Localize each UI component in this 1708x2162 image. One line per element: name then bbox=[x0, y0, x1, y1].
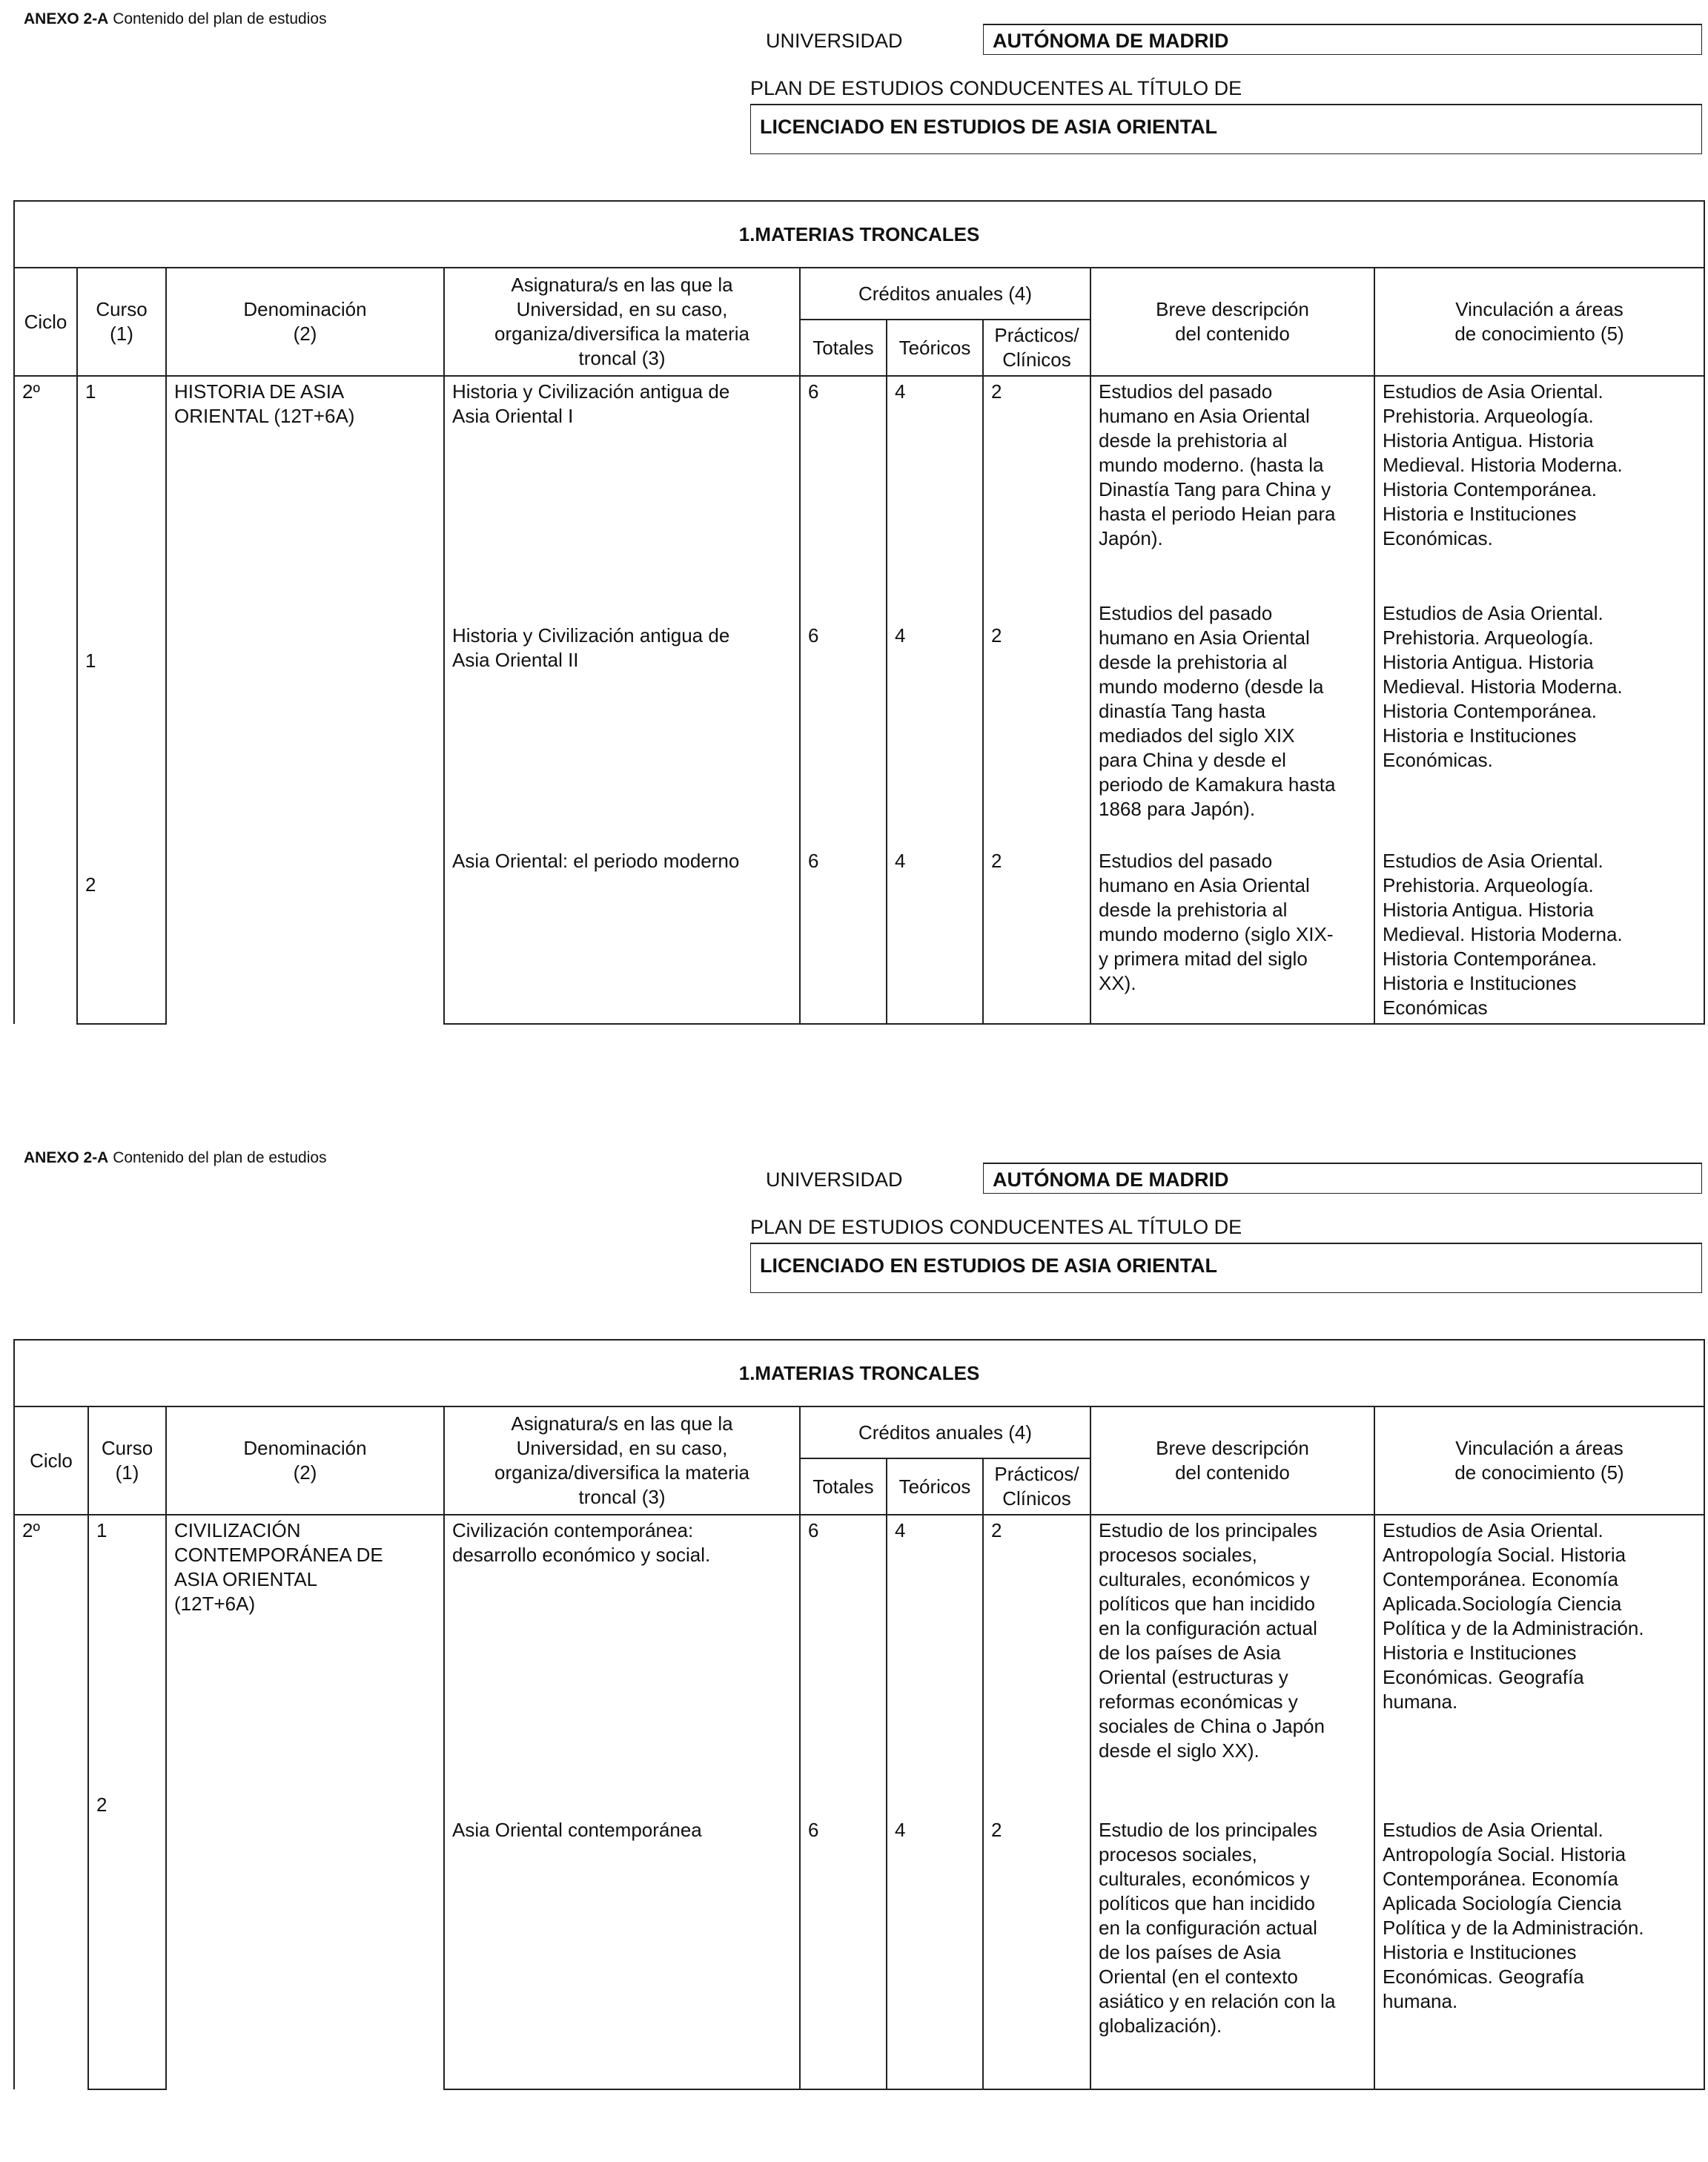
document-page-1 bbox=[0, 0, 1708, 1023]
asignatura-cell: Asia Oriental contemporánea bbox=[444, 1793, 800, 2089]
vinculacion-cell: Estudios de Asia Oriental. Prehistoria. Arqueología. Historia Antigua. Historia Medieval. Historia Moderna. Historia Contemporánea. Historia e Instituciones Económicas. bbox=[1374, 376, 1704, 598]
descripcion-cell: Estudios del pasado humano en Asia Oriental desde la prehistoria al mundo moderno (siglo XIX- y primera mitad del siglo XX). bbox=[1090, 846, 1374, 1024]
practicos-cell: 2 bbox=[983, 376, 1090, 598]
annex-number: ANEXO 2-A bbox=[24, 1149, 109, 1166]
totales-cell: 6 bbox=[800, 1793, 887, 2089]
header-totales: Totales bbox=[800, 320, 887, 376]
asignatura-cell: Civilización contemporánea: desarrollo económico y social. bbox=[444, 1515, 800, 1793]
annex-description: Contenido del plan de estudios bbox=[113, 10, 327, 27]
asignatura-cell: Asia Oriental: el periodo moderno bbox=[444, 846, 800, 1024]
teoricos-cell: 4 bbox=[887, 1515, 983, 1793]
header-creditos: Créditos anuales (4) bbox=[800, 268, 1090, 320]
degree-title-box: LICENCIADO EN ESTUDIOS DE ASIA ORIENTAL bbox=[750, 1243, 1702, 1293]
annex-heading bbox=[24, 1149, 327, 1167]
header-vinculacion: Vinculación a áreas de conocimiento (5) bbox=[1374, 1406, 1704, 1515]
vinculacion-cell: Estudios de Asia Oriental. Antropología Social. Historia Contemporánea. Economía Aplicada Sociología Ciencia Política y de la Administración. Historia e Instituciones Económicas. Geografía humana. bbox=[1374, 1793, 1704, 2089]
descripcion-cell: Estudio de los principales procesos sociales, culturales, económicos y políticos que han incidido en la configuración actual de los países de Asia Oriental (estructuras y reformas económicas y sociales de China o Japón desde el siglo XX). bbox=[1090, 1515, 1374, 1793]
document-page-2 bbox=[0, 1139, 1708, 2162]
teoricos-cell: 4 bbox=[887, 846, 983, 1024]
annex-heading bbox=[24, 10, 327, 28]
totales-cell: 6 bbox=[800, 376, 887, 598]
teoricos-cell: 4 bbox=[887, 376, 983, 598]
subjects-table bbox=[13, 200, 1705, 1025]
header-teoricos: Teóricos bbox=[887, 1458, 983, 1515]
header-practicos: Prácticos/ Clínicos bbox=[983, 1458, 1090, 1515]
header-ciclo: Ciclo bbox=[14, 1406, 88, 1515]
vinculacion-cell: Estudios de Asia Oriental. Prehistoria. Arqueología. Historia Antigua. Historia Medieval. Historia Moderna. Historia Contemporánea. Historia e Instituciones Económicas bbox=[1374, 846, 1704, 1024]
header-asignatura: Asignatura/s en las que la Universidad, en su caso, organiza/diversifica la materia troncal (3) bbox=[444, 1406, 800, 1515]
header-curso: Curso (1) bbox=[77, 268, 166, 376]
teoricos-cell: 4 bbox=[887, 598, 983, 846]
section-title: 1.MATERIAS TRONCALES bbox=[14, 1340, 1704, 1406]
asignatura-cell: Historia y Civilización antigua de Asia Oriental I bbox=[444, 376, 800, 598]
vinculacion-cell: Estudios de Asia Oriental. Prehistoria. Arqueología. Historia Antigua. Historia Medieval. Historia Moderna. Historia Contemporánea. Historia e Instituciones Económicas. bbox=[1374, 598, 1704, 846]
header-descripcion: Breve descripción del contenido bbox=[1090, 1406, 1374, 1515]
header-curso: Curso (1) bbox=[88, 1406, 166, 1515]
denominacion-cell: HISTORIA DE ASIA ORIENTAL (12T+6A) bbox=[166, 376, 444, 1024]
university-name-box: AUTÓNOMA DE MADRID bbox=[983, 24, 1702, 55]
practicos-cell: 2 bbox=[983, 1793, 1090, 2089]
annex-description: Contenido del plan de estudios bbox=[113, 1149, 327, 1166]
header-vinculacion: Vinculación a áreas de conocimiento (5) bbox=[1374, 268, 1704, 376]
curso-cell: 1 bbox=[88, 1515, 166, 1793]
plan-label: PLAN DE ESTUDIOS CONDUCENTES AL TÍTULO DE bbox=[750, 1216, 1242, 1238]
plan-label: PLAN DE ESTUDIOS CONDUCENTES AL TÍTULO DE bbox=[750, 77, 1242, 99]
totales-cell: 6 bbox=[800, 1515, 887, 1793]
section-title: 1.MATERIAS TRONCALES bbox=[14, 201, 1704, 268]
header-asignatura: Asignatura/s en las que la Universidad, en su caso, organiza/diversifica la materia troncal (3) bbox=[444, 268, 800, 376]
annex-number: ANEXO 2-A bbox=[24, 10, 109, 27]
header-practicos: Prácticos/ Clínicos bbox=[983, 320, 1090, 376]
header-teoricos: Teóricos bbox=[887, 320, 983, 376]
vinculacion-cell: Estudios de Asia Oriental. Antropología Social. Historia Contemporánea. Economía Aplicada.Sociología Ciencia Política y de la Administración. Historia e Instituciones Económicas. Geografía humana. bbox=[1374, 1515, 1704, 1793]
totales-cell: 6 bbox=[800, 598, 887, 846]
header-totales: Totales bbox=[800, 1458, 887, 1515]
university-label: UNIVERSIDAD bbox=[766, 1168, 903, 1191]
header-denominacion: Denominación (2) bbox=[166, 268, 444, 376]
degree-title-box: LICENCIADO EN ESTUDIOS DE ASIA ORIENTAL bbox=[750, 104, 1702, 154]
descripcion-cell: Estudios del pasado humano en Asia Oriental desde la prehistoria al mundo moderno (desde la dinastía Tang hasta mediados del siglo XIX para China y desde el periodo de Kamakura hasta 1868 para Japón). bbox=[1090, 598, 1374, 846]
header-descripcion: Breve descripción del contenido bbox=[1090, 268, 1374, 376]
practicos-cell: 2 bbox=[983, 1515, 1090, 1793]
curso-cell: 1 bbox=[77, 376, 166, 598]
denominacion-cell: CIVILIZACIÓN CONTEMPORÁNEA DE ASIA ORIENTAL (12T+6A) bbox=[166, 1515, 444, 2089]
practicos-cell: 2 bbox=[983, 846, 1090, 1024]
header-ciclo: Ciclo bbox=[14, 268, 77, 376]
totales-cell: 6 bbox=[800, 846, 887, 1024]
university-label: UNIVERSIDAD bbox=[766, 30, 903, 52]
curso-cell: 1 bbox=[77, 598, 166, 846]
asignatura-cell: Historia y Civilización antigua de Asia Oriental II bbox=[444, 598, 800, 846]
curso-cell: 2 bbox=[88, 1793, 166, 2089]
header-creditos: Créditos anuales (4) bbox=[800, 1406, 1090, 1458]
ciclo-cell: 2º bbox=[14, 1515, 88, 2089]
descripcion-cell: Estudios del pasado humano en Asia Oriental desde la prehistoria al mundo moderno. (hasta la Dinastía Tang para China y hasta el periodo Heian para Japón). bbox=[1090, 376, 1374, 598]
subjects-table bbox=[13, 1339, 1705, 2090]
practicos-cell: 2 bbox=[983, 598, 1090, 846]
ciclo-cell: 2º bbox=[14, 376, 77, 1024]
header-denominacion: Denominación (2) bbox=[166, 1406, 444, 1515]
teoricos-cell: 4 bbox=[887, 1793, 983, 2089]
curso-cell: 2 bbox=[77, 846, 166, 1024]
descripcion-cell: Estudio de los principales procesos sociales, culturales, económicos y políticos que han incidido en la configuración actual de los países de Asia Oriental (en el contexto asiático y en relación con la globalización). bbox=[1090, 1793, 1374, 2089]
university-name-box: AUTÓNOMA DE MADRID bbox=[983, 1163, 1702, 1194]
